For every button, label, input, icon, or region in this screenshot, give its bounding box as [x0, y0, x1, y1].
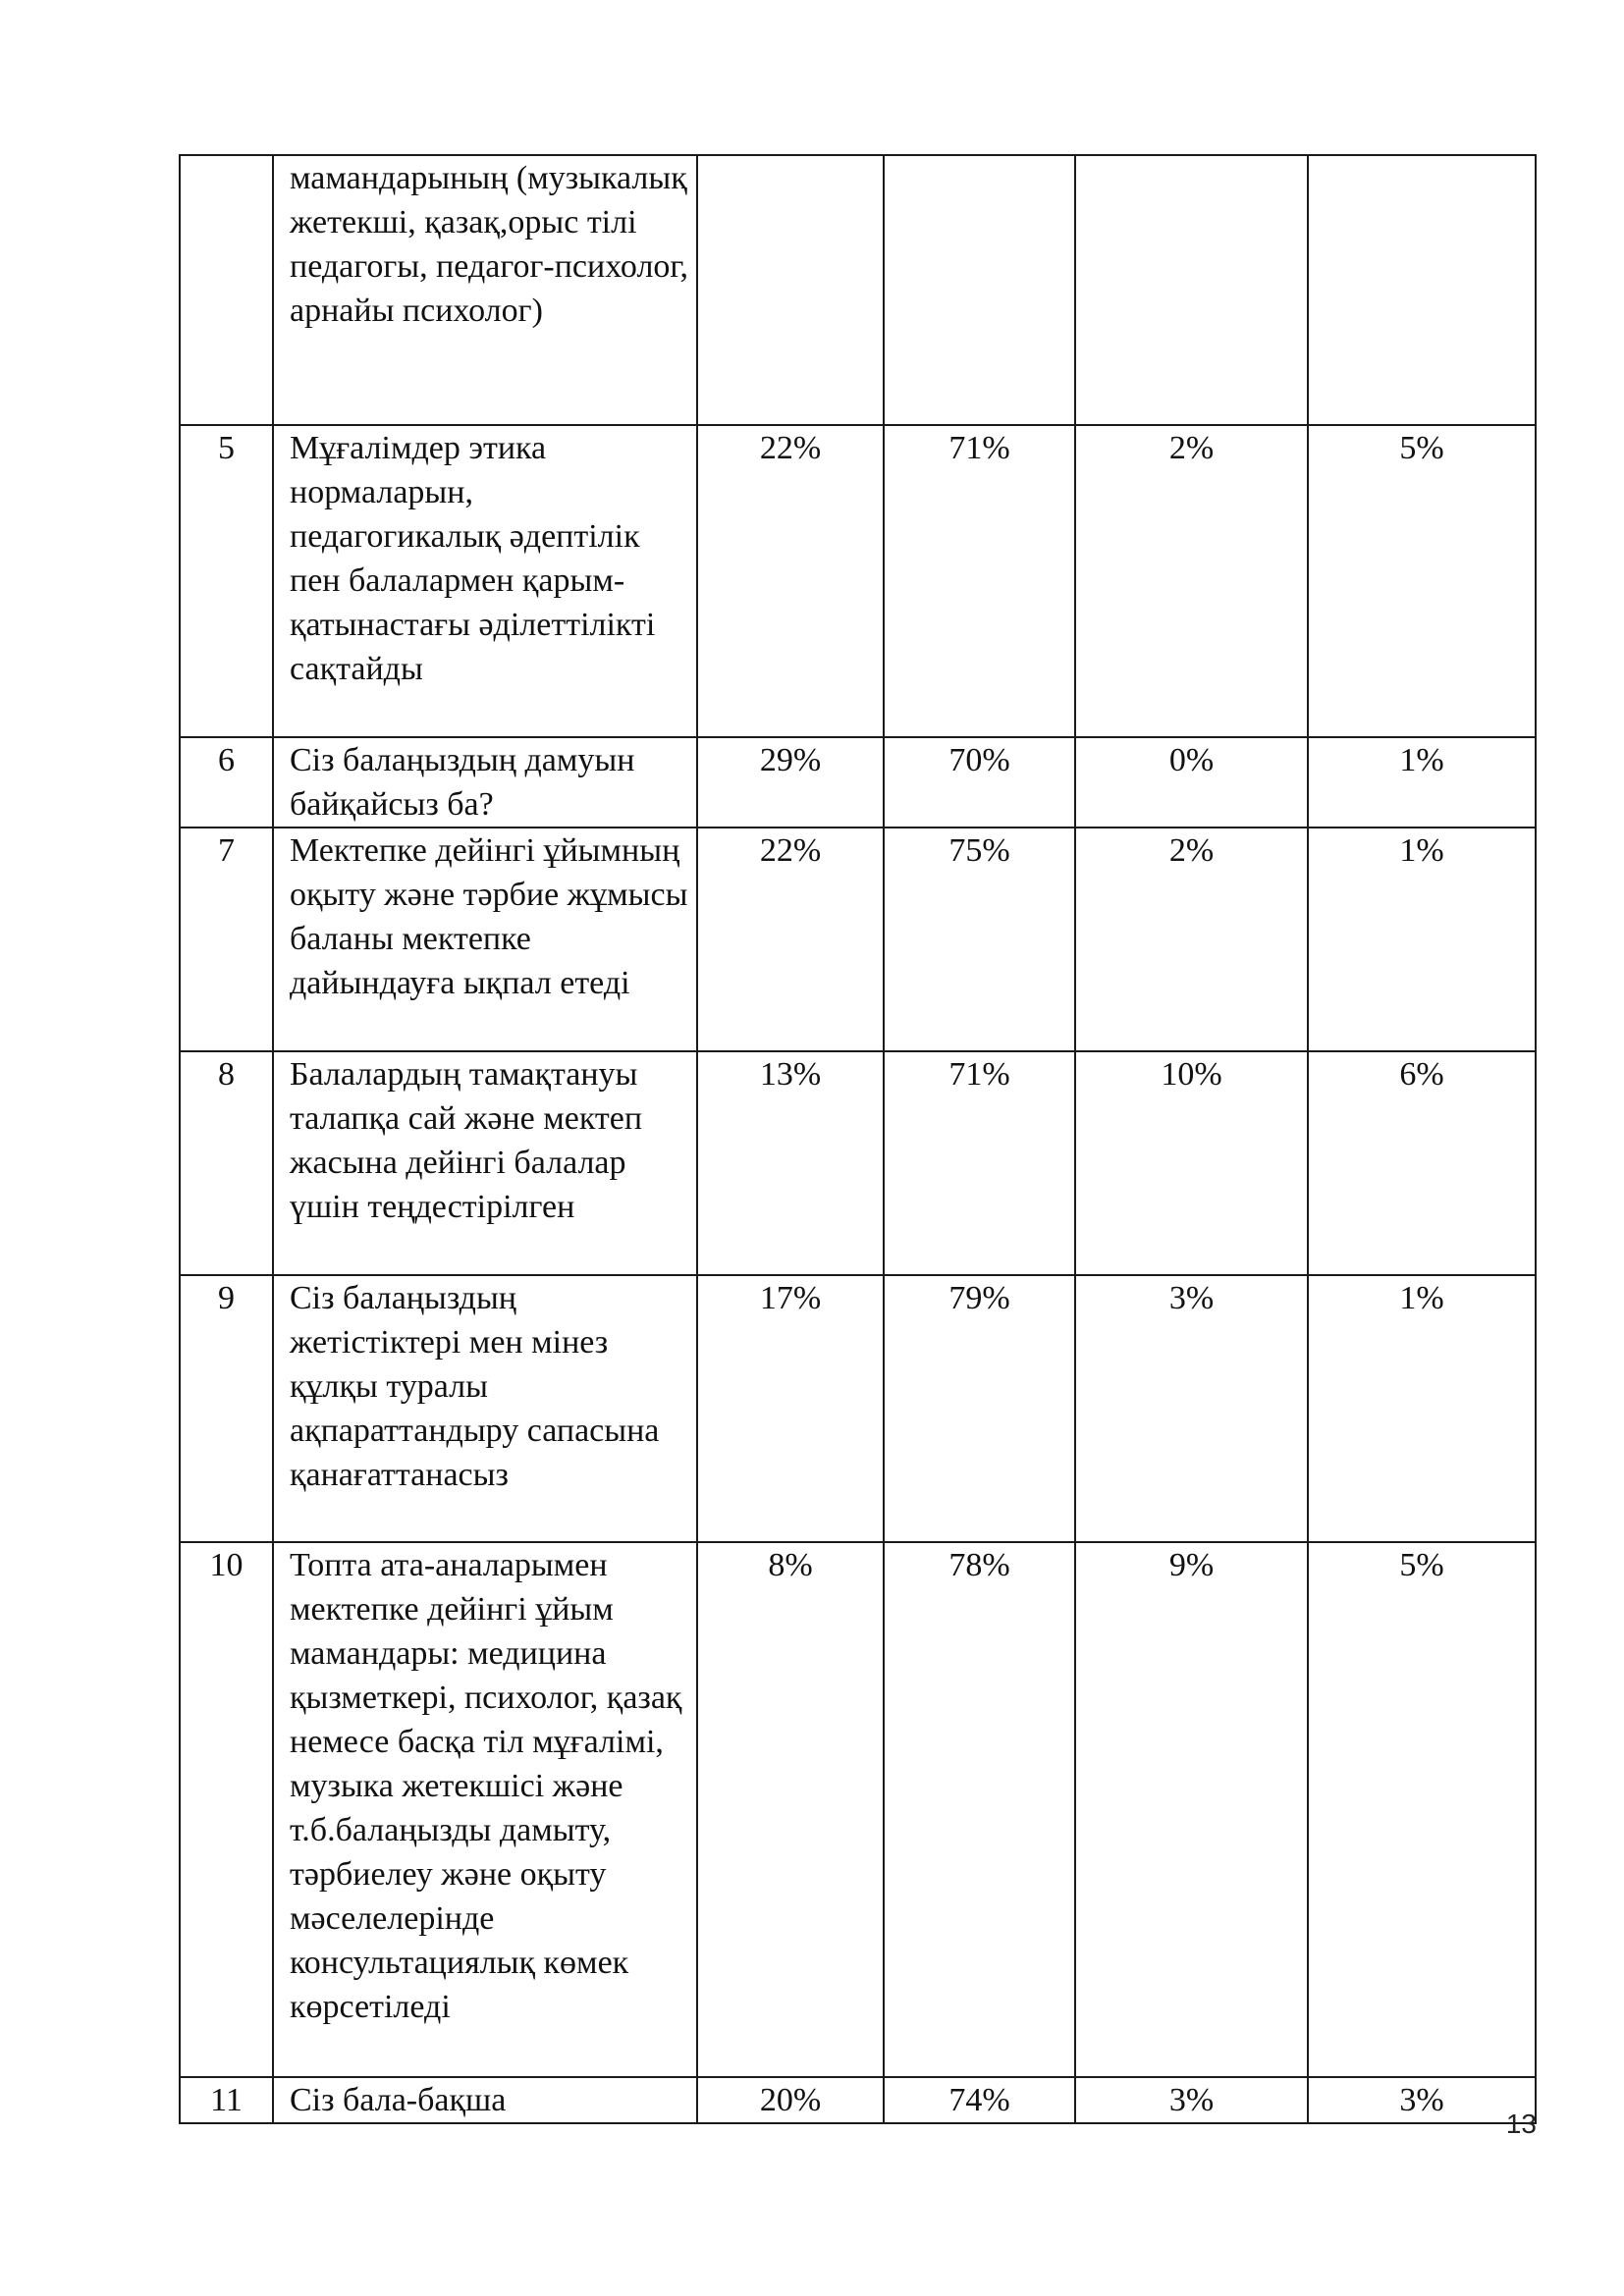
question-cell [273, 155, 697, 425]
percent-cell-b: 70% [884, 737, 1075, 828]
table-row [180, 737, 1536, 828]
percent-cell-d: 5% [1308, 1542, 1536, 2077]
percent-cell-c [1075, 155, 1308, 425]
table-row [180, 2077, 1536, 2123]
row-number-cell: 8 [180, 1051, 273, 1275]
row-number-cell: 9 [180, 1275, 273, 1542]
percent-cell-a: 17% [697, 1275, 884, 1542]
row-number-cell: 10 [180, 1542, 273, 2077]
percent-cell-a: 20% [697, 2077, 884, 2123]
percent-cell-b: 79% [884, 1275, 1075, 1542]
percent-cell-d: 1% [1308, 737, 1536, 828]
survey-results-table [179, 154, 1537, 2124]
percent-cell-b [884, 155, 1075, 425]
percent-cell-d [1308, 155, 1536, 425]
table-row [180, 828, 1536, 1051]
question-text: Балалардың тамақтануы талапқа сай және мектеп жасына дейінгі балалар үшін теңдестірілген [290, 1056, 643, 1225]
row-number-cell: 7 [180, 828, 273, 1051]
question-cell [273, 2077, 697, 2123]
percent-cell-c: 3% [1075, 2077, 1308, 2123]
percent-cell-d: 1% [1308, 828, 1536, 1051]
question-cell [273, 1275, 697, 1542]
percent-cell-a: 8% [697, 1542, 884, 2077]
percent-cell-c: 10% [1075, 1051, 1308, 1275]
row-number-cell: 11 [180, 2077, 273, 2123]
percent-cell-b: 71% [884, 425, 1075, 737]
percent-cell-c: 0% [1075, 737, 1308, 828]
percent-cell-c: 3% [1075, 1275, 1308, 1542]
table-row [180, 425, 1536, 737]
question-cell [273, 1051, 697, 1275]
question-text: Сіз балаңыздың жетістіктері мен мінез құлқы туралы ақпараттандыру сапасына қанағаттанасыз [290, 1280, 660, 1493]
row-number-cell [180, 155, 273, 425]
table-row [180, 1051, 1536, 1275]
table-row [180, 1275, 1536, 1542]
question-text: мамандарының (музыкалық жетекші, қазақ,орыс тілі педагогы, педагог-психолог, арнайы психолог) [290, 160, 689, 329]
percent-cell-d: 1% [1308, 1275, 1536, 1542]
percent-cell-a: 29% [697, 737, 884, 828]
percent-cell-a: 22% [697, 828, 884, 1051]
percent-cell-b: 71% [884, 1051, 1075, 1275]
percent-cell-c: 2% [1075, 828, 1308, 1051]
question-cell [273, 425, 697, 737]
percent-cell-a: 13% [697, 1051, 884, 1275]
question-text: Мектепке дейінгі ұйымның оқыту және тәрбие жұмысы баланы мектепке дайындауға ықпал етеді [290, 832, 688, 1001]
percent-cell-d: 3% [1308, 2077, 1536, 2123]
percent-cell-a [697, 155, 884, 425]
percent-cell-b: 74% [884, 2077, 1075, 2123]
question-text: Сіз балаңыздың дамуын байқайсыз ба? [290, 742, 635, 823]
question-text: Мұғалімдер этика нормаларын, педагогикалық әдептілік пен балалармен қарым-қатынастағы әділеттілікті сақтайды [290, 430, 656, 687]
row-number-cell: 6 [180, 737, 273, 828]
question-cell [273, 1542, 697, 2077]
percent-cell-c: 9% [1075, 1542, 1308, 2077]
percent-cell-b: 78% [884, 1542, 1075, 2077]
percent-cell-d: 6% [1308, 1051, 1536, 1275]
question-cell [273, 828, 697, 1051]
question-cell [273, 737, 697, 828]
question-text: Сіз бала-бақша [290, 2082, 507, 2118]
percent-cell-b: 75% [884, 828, 1075, 1051]
percent-cell-d: 5% [1308, 425, 1536, 737]
table-row [180, 155, 1536, 425]
percent-cell-c: 2% [1075, 425, 1308, 737]
percent-cell-a: 22% [697, 425, 884, 737]
table-row [180, 1542, 1536, 2077]
question-text: Топта ата-аналарымен мектепке дейінгі ұйым мамандары: медицина қызметкері, психолог, қазақ немесе басқа тіл мұғалімі, музыка жетекшісі және т.б.балаңызды дамыту, тәрбиелеу және оқыту мәселелерінде консультациялық көмек көрсетіледі [290, 1547, 682, 2025]
page-number: 13 [1505, 2109, 1537, 2139]
row-number-cell: 5 [180, 425, 273, 737]
